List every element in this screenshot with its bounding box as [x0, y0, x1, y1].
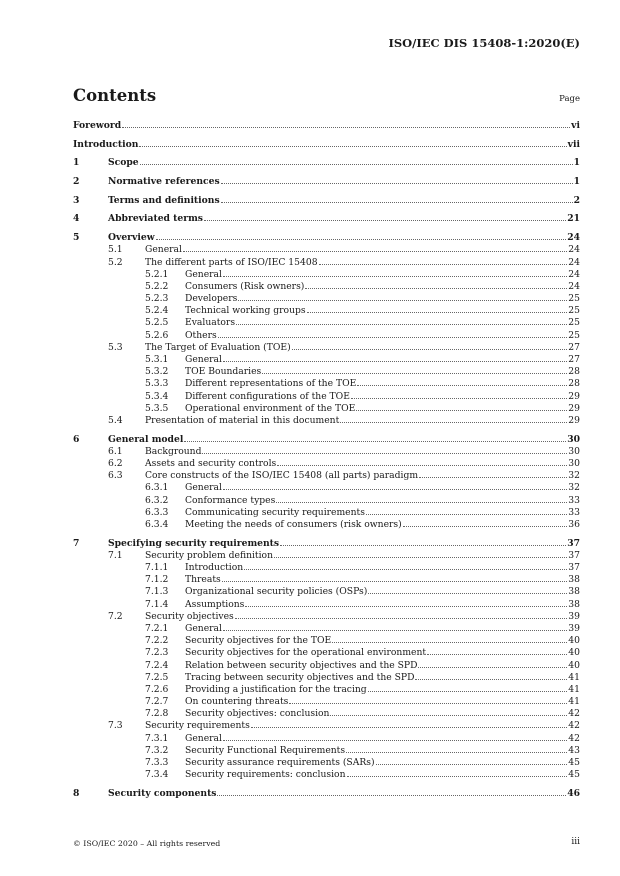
toc-entry-title: Security requirements: conclusion: [185, 769, 346, 781]
toc-entry[interactable]: [73, 269, 580, 281]
dot-leader: [403, 526, 568, 527]
dot-leader: [292, 349, 568, 350]
toc-entry[interactable]: [73, 415, 580, 427]
toc-entry-number: 7.2.3: [145, 647, 169, 659]
toc-entry[interactable]: [73, 281, 580, 293]
toc-entry-page: 38: [568, 598, 580, 610]
dot-leader: [217, 795, 566, 796]
toc-entry-title: General: [185, 268, 222, 280]
toc-entry-title: Security requirements: [145, 720, 250, 732]
dot-leader: [340, 422, 567, 423]
toc-entry[interactable]: [73, 519, 580, 531]
table-of-contents: [73, 120, 580, 800]
toc-entry[interactable]: [73, 684, 580, 696]
dot-leader: [376, 764, 568, 765]
toc-entry-page: 41: [568, 696, 580, 708]
dot-leader: [156, 239, 567, 240]
toc-entry-title: Security Functional Requirements: [185, 744, 346, 756]
toc-entry[interactable]: [73, 720, 580, 732]
toc-entry[interactable]: [73, 708, 580, 720]
toc-entry-page: vii: [567, 138, 580, 150]
dot-leader: [223, 276, 567, 277]
toc-entry-page: 28: [568, 366, 580, 378]
toc-entry-number: 6.1: [108, 445, 123, 457]
toc-entry-page: 41: [568, 683, 580, 695]
dot-leader: [139, 146, 566, 147]
dot-leader: [222, 581, 568, 582]
document-id: ISO/IEC DIS 15408-1:2020(E): [388, 36, 580, 50]
toc-entry-title: Specifying security requirements: [108, 537, 280, 549]
toc-entry-title: Introduction: [73, 138, 139, 150]
dot-leader: [277, 465, 567, 466]
toc-entry[interactable]: [73, 745, 580, 757]
toc-entry-page: 25: [568, 317, 580, 329]
toc-entry-title: TOE Boundaries: [185, 366, 262, 378]
toc-entry[interactable]: [73, 696, 580, 708]
toc-entry-page: 24: [568, 244, 580, 256]
toc-entry-number: 7.3.3: [145, 757, 169, 768]
toc-entry[interactable]: [73, 342, 580, 354]
toc-entry-page: 29: [568, 414, 580, 426]
toc-entry-number: 7.2.4: [145, 659, 169, 671]
toc-entry-page: 32: [568, 482, 580, 494]
toc-entry-number: 7.1.4: [145, 598, 169, 610]
toc-entry-number: 7.3.2: [145, 744, 169, 756]
toc-entry-page: 37: [567, 537, 580, 549]
toc-entry-number: 5.3: [108, 341, 123, 353]
toc-entry-page: 39: [568, 610, 580, 622]
toc-entry[interactable]: [73, 482, 580, 494]
toc-entry-number: 5.3.2: [145, 366, 169, 378]
toc-entry-number: 5.2.4: [145, 305, 169, 317]
toc-entry-page: 24: [567, 232, 580, 244]
toc-entry-page: 32: [568, 470, 580, 482]
toc-entry[interactable]: [73, 458, 580, 470]
toc-entry-title: Providing a justification for the tracing: [185, 683, 367, 695]
toc-entry-page: 29: [568, 402, 580, 414]
toc-entry-title: General: [185, 482, 222, 494]
page-column-label: Page: [559, 94, 580, 104]
toc-entry[interactable]: [73, 538, 580, 550]
toc-entry-page: 39: [568, 622, 580, 634]
toc-entry-number: 7.2: [108, 610, 123, 622]
toc-entry-title: The Target of Evaluation (TOE): [145, 341, 291, 353]
toc-entry-number: 5.2.3: [145, 293, 169, 305]
toc-entry[interactable]: [73, 586, 580, 598]
toc-entry-title: Different configurations of the TOE: [185, 390, 350, 402]
toc-entry-number: 7.2.2: [145, 635, 169, 647]
dot-leader: [244, 569, 567, 570]
toc-entry-page: 30: [568, 458, 580, 469]
toc-entry-number: 3: [73, 194, 80, 206]
toc-entry-title: General: [185, 354, 222, 365]
toc-entry[interactable]: [73, 757, 580, 769]
toc-entry-title: Tracing between security objectives and the SPD: [185, 671, 415, 683]
dot-leader: [223, 361, 567, 362]
toc-entry-page: 27: [568, 341, 580, 353]
dot-leader: [280, 545, 566, 546]
toc-entry-number: 6.3.2: [145, 494, 169, 506]
toc-entry-page: 38: [568, 586, 580, 598]
dot-leader: [245, 606, 567, 607]
toc-entry-title: Overview: [108, 232, 155, 244]
toc-entry-title: Communicating security requirements: [185, 506, 365, 518]
toc-entry-page: 21: [567, 213, 580, 225]
toc-entry-page: 33: [568, 494, 580, 506]
toc-entry-title: Different representations of the TOE: [185, 378, 357, 390]
toc-entry[interactable]: [73, 599, 580, 611]
toc-entry[interactable]: [73, 293, 580, 305]
dot-leader: [184, 441, 566, 442]
toc-entry-title: Assets and security controls: [145, 458, 277, 469]
toc-entry-title: Relation between security objectives and the SPD: [185, 659, 418, 671]
toc-entry-page: 45: [568, 769, 580, 781]
dot-leader: [366, 514, 567, 515]
dot-leader: [419, 477, 567, 478]
dot-leader: [223, 630, 567, 631]
dot-leader: [202, 453, 567, 454]
toc-entry-page: 24: [568, 256, 580, 268]
toc-entry[interactable]: [73, 574, 580, 586]
toc-entry[interactable]: [73, 550, 580, 562]
toc-entry-page: 40: [568, 635, 580, 647]
toc-entry-number: 5.1: [108, 244, 123, 256]
toc-entry-title: General: [185, 732, 222, 744]
toc-entry-page: 45: [568, 757, 580, 768]
toc-entry[interactable]: [73, 611, 580, 623]
toc-entry-title: Foreword: [73, 120, 122, 131]
toc-entry-page: 40: [568, 647, 580, 659]
toc-entry-title: Conformance types: [185, 494, 276, 506]
dot-leader: [289, 703, 567, 704]
toc-entry-title: General: [185, 622, 222, 634]
toc-entry-title: Security objectives for the operational environment: [185, 647, 427, 659]
toc-entry[interactable]: [73, 244, 580, 256]
toc-entry[interactable]: [73, 434, 580, 446]
toc-entry[interactable]: [73, 660, 580, 672]
toc-entry[interactable]: [73, 495, 580, 507]
toc-entry-number: 5.2.1: [145, 268, 169, 280]
dot-leader: [332, 642, 567, 643]
toc-entry-page: 42: [568, 708, 580, 720]
toc-entry-number: 6.3.3: [145, 506, 169, 518]
page-number: iii: [571, 837, 580, 847]
dot-leader: [427, 654, 567, 655]
toc-entry[interactable]: [73, 305, 580, 317]
toc-entry[interactable]: [73, 120, 580, 132]
toc-entry-number: 7.1.1: [145, 562, 169, 573]
toc-entry-page: 1: [573, 157, 580, 169]
toc-entry-title: Security problem definition: [145, 549, 274, 561]
toc-entry-page: 25: [568, 329, 580, 341]
toc-entry-number: 7.1: [108, 549, 123, 561]
dot-leader: [330, 715, 567, 716]
dot-leader: [418, 667, 567, 668]
dot-leader: [274, 557, 567, 558]
toc-entry-title: Assumptions: [185, 598, 245, 610]
toc-entry-page: 27: [568, 354, 580, 365]
toc-entry[interactable]: [73, 330, 580, 342]
toc-entry-page: 24: [568, 280, 580, 292]
toc-entry-page: 37: [568, 549, 580, 561]
toc-entry-page: 30: [567, 433, 580, 445]
toc-entry-number: 7.2.6: [145, 683, 169, 695]
toc-entry-title: General: [145, 244, 182, 256]
toc-entry-number: 7.3: [108, 720, 123, 732]
dot-leader: [235, 618, 568, 619]
toc-entry-title: Threats: [185, 574, 221, 586]
toc-entry-page: 38: [568, 574, 580, 586]
toc-entry-title: Security objectives: [145, 610, 234, 622]
toc-entry-number: 6.2: [108, 458, 123, 469]
dot-leader: [221, 202, 573, 203]
toc-entry-page: 40: [568, 659, 580, 671]
toc-entry-number: 7.2.8: [145, 708, 169, 720]
toc-entry[interactable]: [73, 139, 580, 151]
dot-leader: [347, 776, 568, 777]
toc-entry-title: On countering threats: [185, 696, 289, 708]
toc-entry-title: Operational environment of the TOE: [185, 402, 356, 414]
dot-leader: [305, 288, 567, 289]
toc-entry[interactable]: [73, 446, 580, 458]
toc-entry-title: Consumers (Risk owners): [185, 280, 305, 292]
toc-entry-number: 5.3.1: [145, 354, 169, 365]
toc-entry-number: 6.3.1: [145, 482, 169, 494]
toc-entry-number: 5: [73, 232, 80, 244]
dot-leader: [236, 324, 567, 325]
toc-entry[interactable]: [73, 391, 580, 403]
toc-entry-number: 7: [73, 537, 80, 549]
toc-entry-title: Abbreviated terms: [108, 213, 203, 225]
toc-entry[interactable]: [73, 647, 580, 659]
dot-leader: [204, 220, 566, 221]
toc-entry-number: 7.2.1: [145, 622, 169, 634]
toc-entry-page: 43: [568, 744, 580, 756]
toc-entry-page: 37: [568, 562, 580, 573]
toc-entry-title: Terms and definitions: [108, 194, 220, 206]
toc-entry[interactable]: [73, 733, 580, 745]
toc-entry-page: 24: [568, 268, 580, 280]
dot-leader: [307, 312, 568, 313]
toc-entry[interactable]: [73, 507, 580, 519]
toc-entry-number: 7.2.7: [145, 696, 169, 708]
toc-entry-number: 6: [73, 433, 80, 445]
toc-entry-number: 4: [73, 213, 80, 225]
toc-entry-number: 7.1.2: [145, 574, 169, 586]
dot-leader: [356, 410, 567, 411]
toc-entry-number: 5.2.2: [145, 280, 169, 292]
toc-entry[interactable]: [73, 257, 580, 269]
toc-entry-title: Evaluators: [185, 317, 236, 329]
toc-entry[interactable]: [73, 470, 580, 482]
dot-leader: [262, 373, 567, 374]
dot-leader: [368, 691, 568, 692]
dot-leader: [223, 489, 567, 490]
toc-entry[interactable]: [73, 366, 580, 378]
toc-entry-title: Introduction: [185, 562, 244, 573]
dot-leader: [357, 385, 567, 386]
toc-entry-title: General model: [108, 433, 184, 445]
toc-entry-page: vi: [571, 120, 580, 131]
toc-entry[interactable]: [73, 635, 580, 647]
toc-entry-page: 25: [568, 305, 580, 317]
page-title: Contents: [73, 86, 157, 105]
toc-entry-page: 41: [568, 671, 580, 683]
toc-entry[interactable]: [73, 157, 580, 169]
toc-entry[interactable]: [73, 769, 580, 781]
toc-entry-title: Meeting the needs of consumers (risk owners): [185, 518, 402, 530]
toc-entry[interactable]: [73, 317, 580, 329]
dot-leader: [251, 727, 568, 728]
toc-entry[interactable]: [73, 378, 580, 390]
toc-entry[interactable]: [73, 788, 580, 800]
copyright-notice: © ISO/IEC 2020 – All rights reserved: [73, 839, 221, 848]
toc-entry-number: 5.3.5: [145, 402, 169, 414]
toc-entry-title: Developers: [185, 293, 238, 305]
toc-entry-title: Organizational security policies (OSPs): [185, 586, 368, 598]
dot-leader: [218, 337, 568, 338]
toc-entry-number: 5.2.6: [145, 329, 169, 341]
toc-entry-title: Presentation of material in this document: [145, 414, 340, 426]
toc-entry-number: 5.3.4: [145, 390, 169, 402]
toc-entry-number: 6.3: [108, 470, 123, 482]
toc-entry-number: 5.2.5: [145, 317, 169, 329]
toc-entry-number: 7.2.5: [145, 671, 169, 683]
toc-entry-number: 7.1.3: [145, 586, 169, 598]
toc-entry-page: 30: [568, 445, 580, 457]
toc-entry[interactable]: [73, 562, 580, 574]
toc-entry-title: Normative references: [108, 176, 220, 188]
toc-entry-title: The different parts of ISO/IEC 15408: [145, 256, 318, 268]
toc-entry-page: 29: [568, 390, 580, 402]
toc-entry-number: 6.3.4: [145, 518, 169, 530]
dot-leader: [368, 593, 567, 594]
dot-leader: [319, 264, 568, 265]
toc-entry[interactable]: [73, 354, 580, 366]
toc-entry-number: 8: [73, 787, 80, 799]
dot-leader: [346, 752, 567, 753]
toc-entry-title: Security assurance requirements (SARs): [185, 757, 375, 768]
toc-entry-page: 33: [568, 506, 580, 518]
toc-entry[interactable]: [73, 672, 580, 684]
toc-entry-number: 5.3.3: [145, 378, 169, 390]
toc-entry-title: Security objectives for the TOE: [185, 635, 332, 647]
toc-entry-title: Technical working groups: [185, 305, 306, 317]
dot-leader: [183, 251, 567, 252]
toc-entry-number: 7.3.1: [145, 732, 169, 744]
dot-leader: [223, 740, 567, 741]
toc-entry[interactable]: [73, 623, 580, 635]
dot-leader: [238, 300, 567, 301]
toc-entry-page: 2: [573, 194, 580, 206]
toc-entry-title: Core constructs of the ISO/IEC 15408 (all parts) paradigm: [145, 470, 419, 482]
toc-entry[interactable]: [73, 403, 580, 415]
toc-entry-page: 42: [568, 732, 580, 744]
toc-entry-page: 46: [567, 787, 580, 799]
toc-entry-number: 1: [73, 157, 80, 169]
toc-entry-page: 28: [568, 378, 580, 390]
dot-leader: [221, 183, 573, 184]
toc-entry[interactable]: [73, 213, 580, 225]
toc-entry-page: 25: [568, 293, 580, 305]
toc-entry[interactable]: [73, 195, 580, 207]
dot-leader: [122, 127, 570, 128]
dot-leader: [140, 164, 573, 165]
toc-entry-page: 1: [573, 176, 580, 188]
toc-entry-title: Security components: [108, 787, 217, 799]
toc-entry-page: 42: [568, 720, 580, 732]
dot-leader: [415, 679, 567, 680]
toc-entry[interactable]: [73, 232, 580, 244]
toc-entry-number: 7.3.4: [145, 769, 169, 781]
toc-entry-number: 5.2: [108, 256, 123, 268]
toc-entry-title: Security objectives: conclusion: [185, 708, 330, 720]
toc-entry-title: Others: [185, 329, 217, 341]
toc-entry-number: 5.4: [108, 414, 123, 426]
dot-leader: [351, 398, 567, 399]
toc-entry-page: 36: [568, 518, 580, 530]
dot-leader: [276, 502, 567, 503]
toc-entry-number: 2: [73, 176, 80, 188]
toc-entry-title: Scope: [108, 157, 139, 169]
toc-entry-title: Background: [145, 445, 202, 457]
toc-entry[interactable]: [73, 176, 580, 188]
